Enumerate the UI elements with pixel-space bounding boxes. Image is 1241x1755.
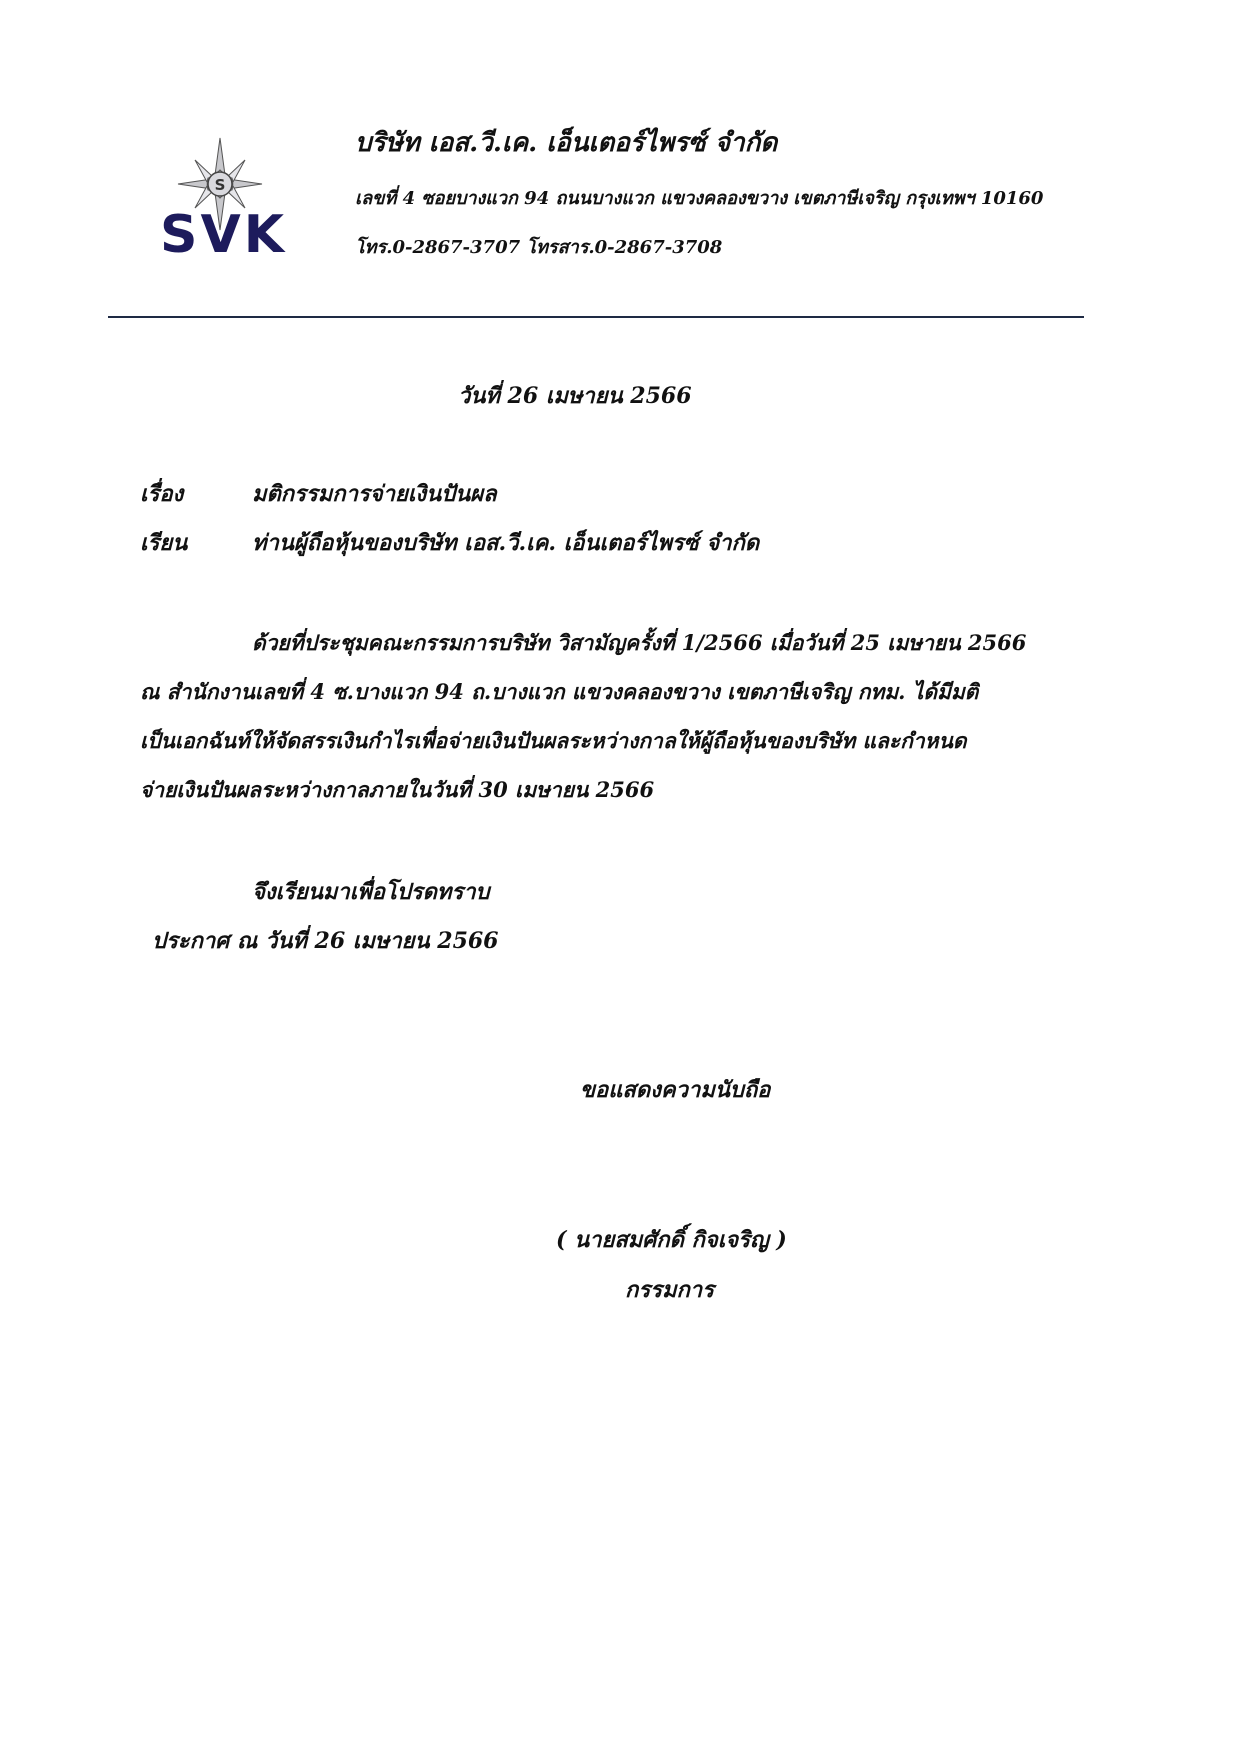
signer-name: ( นายสมศักดิ์ กิจเจริญ ) — [556, 1227, 787, 1253]
letter-date: วันที่ 26 เมษายน 2566 — [458, 383, 692, 409]
body-line-1: ด้วยที่ประชุมคณะกรรมการบริษัท วิสามัญครั้งที่ 1/2566 เมื่อวันที่ 25 เมษายน 2566 — [252, 630, 1027, 655]
signer-title: กรรมการ — [625, 1277, 714, 1303]
body-line-3: เป็นเอกฉันท์ให้จัดสรรเงินกำไรเพื่อจ่ายเงินปันผลระหว่างกาลให้ผู้ถือหุ้นของบริษัท และกำหนด — [140, 728, 967, 753]
company-address: เลขที่ 4 ซอยบางแวก 94 ถนนบางแวก แขวงคลองขวาง เขตภาษีเจริญ กรุงเทพฯ 10160 — [355, 188, 1044, 209]
recipient-label: เรียน — [140, 530, 188, 556]
logo-emblem-letter: S — [214, 176, 226, 194]
logo-text: SVK — [160, 205, 287, 265]
subject-text: มติกรรมการจ่ายเงินปันผล — [252, 481, 497, 507]
header-divider — [108, 316, 1084, 318]
company-contact: โทร.0-2867-3707 โทรสาร.0-2867-3708 — [355, 237, 723, 258]
regards-text: ขอแสดงความนับถือ — [580, 1077, 771, 1103]
subject-label: เรื่อง — [140, 481, 184, 507]
company-name: บริษัท เอส.วี.เค. เอ็นเตอร์ไพรซ์ จำกัด — [355, 128, 778, 158]
body-line-2: ณ สำนักงานเลขที่ 4 ซ.บางแวก 94 ถ.บางแวก แขวงคลองขวาง เขตภาษีเจริญ กทม. ได้มีมติ — [140, 679, 979, 704]
announcement-date: ประกาศ ณ วันที่ 26 เมษายน 2566 — [152, 928, 499, 954]
closing-text: จึงเรียนมาเพื่อโปรดทราบ — [252, 879, 490, 905]
recipient-text: ท่านผู้ถือหุ้นของบริษัท เอส.วี.เค. เอ็นเตอร์ไพรซ์ จำกัด — [252, 530, 760, 556]
body-line-4: จ่ายเงินปันผลระหว่างกาลภายในวันที่ 30 เมษายน 2566 — [140, 777, 655, 802]
